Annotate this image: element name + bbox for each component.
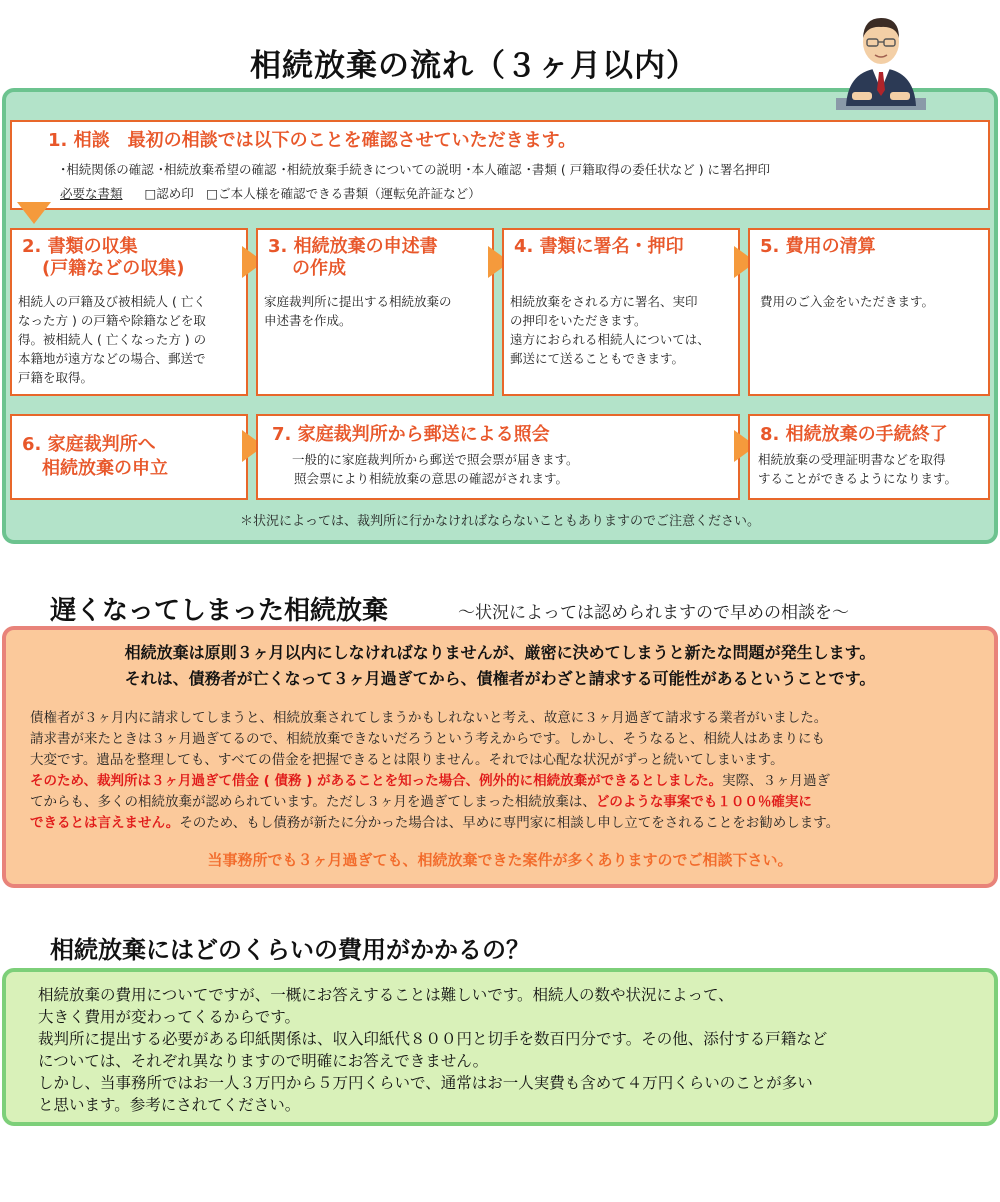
late-body-line3: 大変です。遺品を整理しても、すべての借金を把握できるとは限りません。それでは心配な状況がずっと続いてしまいます。 bbox=[30, 752, 784, 768]
cost-line1: 相続放棄の費用についてですが、一概にお答えすることは難しいです。相続人の数や状況によって、 bbox=[38, 986, 734, 1004]
consultant-avatar-icon bbox=[836, 6, 926, 110]
late-closing-message: 当事務所でも３ヶ月過ぎても、相続放棄できた案件が多くありますのでご相談下さい。 bbox=[207, 851, 793, 869]
late-body-line5: てからも、多くの相続放棄が認められています。ただし３ヶ月を過ぎてしまった相続放棄は、どのような事案でも１００％確実に bbox=[30, 794, 812, 810]
cost-line6: と思います。参考にされてください。 bbox=[38, 1096, 301, 1114]
late-warning-highlight-cont: できるとは言えません。 bbox=[30, 815, 180, 831]
late-warning-highlight: どのような事案でも１００％確実に bbox=[595, 794, 812, 810]
step2-box bbox=[10, 228, 248, 396]
late-renunciation-title: 遅くなってしまった相続放棄 bbox=[50, 596, 389, 626]
cost-title: 相続放棄にはどのくらいの費用がかかるの？ bbox=[50, 936, 530, 964]
step7-text: 一般的に家庭裁判所から郵送で照会票が届きます。 照会票により相続放棄の意思の確認がされます。 bbox=[292, 452, 579, 486]
step3-box bbox=[256, 228, 494, 396]
step4-title: 4. 書類に署名・押印 bbox=[514, 236, 684, 257]
step2-title-line1: 2. 書類の収集 bbox=[22, 236, 138, 257]
step2-title-line2: (戸籍などの収集) bbox=[42, 258, 185, 279]
cost-line5: しかし、当事務所ではお一人３万円から５万円くらいで、通常はお一人実費も含めて４万円くらいのことが多い bbox=[38, 1074, 813, 1092]
late-body-line6: できるとは言えません。そのため、もし債務が新たに分かった場合は、早めに専門家に相談し申し立てをされることをお勧めします。 bbox=[30, 815, 840, 831]
late-body-line1: 債権者が３ヶ月内に請求してしまうと、相続放棄されてしまうかもしれないと考え、故意に３ヶ月過ぎて請求する業者がいました。 bbox=[30, 710, 828, 726]
late-lead-line2: それは、債務者が亡くなって３ヶ月過ぎてから、債権者がわざと請求する可能性があるということです。 bbox=[124, 669, 876, 688]
arrow-down-icon bbox=[17, 202, 51, 224]
step8-box bbox=[748, 414, 990, 500]
step1-title: 1. 相談 最初の相談では以下のことを確認させていただきます。 bbox=[48, 130, 577, 151]
step6-title-line1: 6. 家庭裁判所へ bbox=[22, 434, 156, 455]
late-body-line4: そのため、裁判所は３ヶ月過ぎて借金 ( 債務 ) があることを知った場合、例外的に相続放棄ができるとしました。実際、３ヶ月過ぎ bbox=[30, 773, 831, 789]
step4-box bbox=[502, 228, 740, 396]
step8-title: 8. 相続放棄の手続終了 bbox=[760, 424, 948, 445]
required-docs-label: 必要な書類 bbox=[60, 186, 123, 201]
step5-title: 5. 費用の清算 bbox=[760, 236, 876, 257]
step3-title-line2: の作成 bbox=[292, 258, 346, 279]
cost-line4: については、それぞれ異なりますので明確にお答えできません。 bbox=[38, 1052, 489, 1070]
late-exception-highlight: そのため、裁判所は３ヶ月過ぎて借金 ( 債務 ) があることを知った場合、例外的に相続放棄ができるとしました。 bbox=[30, 773, 723, 789]
step6-box bbox=[10, 414, 248, 500]
step1-docs bbox=[60, 184, 481, 202]
court-visit-note: ＊状況によっては、裁判所に行かなければならないこともありますのでご注意ください。 bbox=[239, 514, 760, 529]
late-body-line2: 請求書が来たときは３ヶ月過ぎてるので、相続放棄できないだろうという考えからです。しかし、そうなると、相続人はあまりにも bbox=[30, 731, 826, 747]
step3-title-line1: 3. 相続放棄の申述書 bbox=[268, 236, 438, 257]
late-renunciation-subtitle: ～状況によっては認められますので早めの相談を～ bbox=[458, 603, 849, 623]
step7-title: 7. 家庭裁判所から郵送による照会 bbox=[272, 424, 550, 445]
step3-text: 家庭裁判所に提出する相続放棄の 申述書を作成。 bbox=[264, 294, 452, 328]
step8-text: 相続放棄の受理証明書などを取得 することができるようになります。 bbox=[758, 452, 958, 486]
step4-text: 相続放棄をされる方に署名、実印 の押印をいただきます。 遠方におられる相続人については、 郵送にて送ることもできます。 bbox=[510, 294, 710, 366]
cost-line2: 大きく費用が変わってくるからです。 bbox=[38, 1008, 300, 1026]
late-lead-line1: 相続放棄は原則３ヶ月以内にしなければなりませんが、厳密に決めてしまうと新たな問題が発生します。 bbox=[124, 643, 876, 662]
step5-text: 費用のご入金をいただきます。 bbox=[760, 294, 935, 309]
step1-checklist: ･相続関係の確認 ･相続放棄希望の確認 ･相続放棄手続きについての説明 ･本人確認 ･書類 ( 戸籍取得の委任状など ) に署名押印 bbox=[60, 162, 771, 177]
step1-box bbox=[10, 120, 990, 210]
step2-text: 相続人の戸籍及び被相続人 ( 亡く なった方 ) の戸籍や除籍などを取 得。被相続人 ( 亡くなった方 ) の 本籍地が遠方などの場合、郵送で 戸籍を取得。 bbox=[18, 294, 207, 385]
step7-box bbox=[256, 414, 740, 500]
flow-title: 相続放棄の流れ（３ヶ月以内） bbox=[250, 48, 698, 84]
required-docs-items: □認め印 □ご本人様を確認できる書類（運転免許証など） bbox=[144, 186, 481, 201]
step5-box bbox=[748, 228, 990, 396]
cost-line3: 裁判所に提出する必要がある印紙関係は、収入印紙代８００円と切手を数百円分です。その他、添付する戸籍など bbox=[38, 1030, 828, 1048]
step6-title-line2: 相続放棄の申立 bbox=[42, 458, 168, 479]
